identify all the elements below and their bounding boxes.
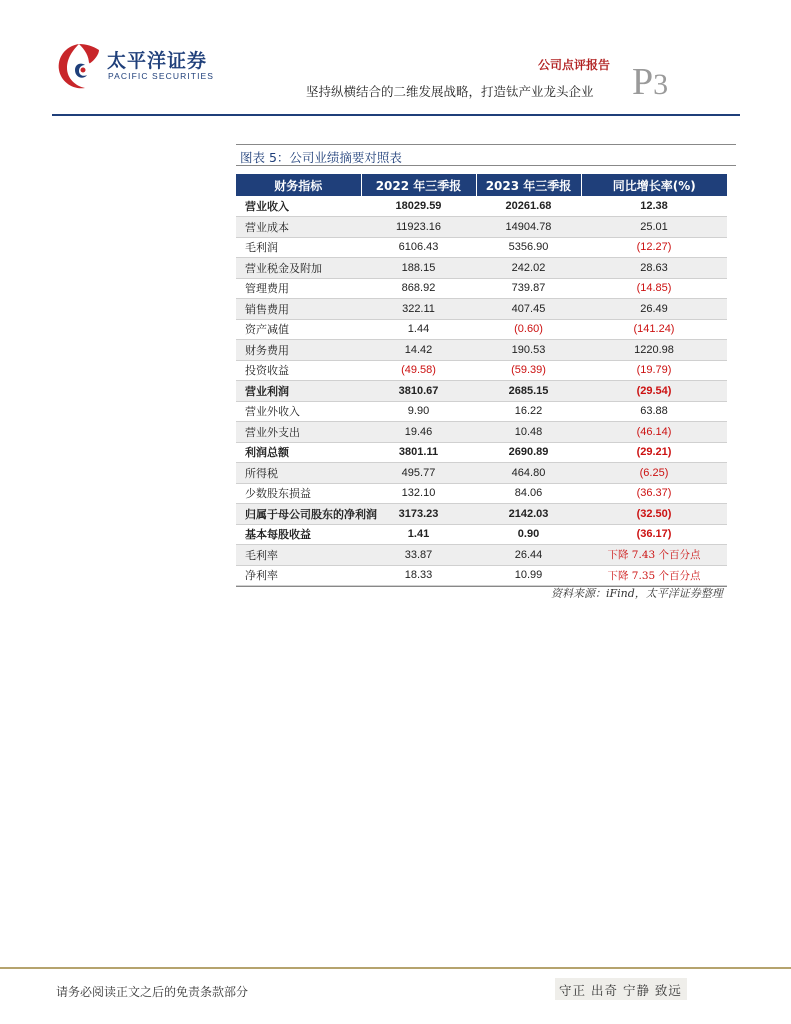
table-row bbox=[236, 442, 727, 463]
column-header: 同比增长率(%) bbox=[581, 174, 727, 196]
value-yoy: (46.14) bbox=[581, 422, 727, 443]
page-letter: P bbox=[632, 61, 654, 103]
value-yoy: (32.50) bbox=[581, 504, 727, 525]
table-row bbox=[236, 401, 727, 422]
table-row bbox=[236, 463, 727, 484]
value-2023: 10.99 bbox=[476, 565, 581, 586]
table-row bbox=[236, 381, 727, 402]
value-2022: 9.90 bbox=[361, 401, 476, 422]
table-row bbox=[236, 196, 727, 217]
value-2022: 1.44 bbox=[361, 319, 476, 340]
row-label: 营业利润 bbox=[236, 381, 361, 402]
table-row bbox=[236, 237, 727, 258]
value-2022: 188.15 bbox=[361, 258, 476, 279]
source-note: 资料来源：iFind，太平洋证券整理 bbox=[551, 587, 723, 600]
value-2023: 84.06 bbox=[476, 483, 581, 504]
value-yoy: (12.27) bbox=[581, 237, 727, 258]
value-2022: 14.42 bbox=[361, 340, 476, 361]
value-2022: 495.77 bbox=[361, 463, 476, 484]
page-digit: 3 bbox=[653, 68, 669, 101]
table-row bbox=[236, 360, 727, 381]
table-row bbox=[236, 524, 727, 545]
value-yoy: 下降 7.35 个百分点 bbox=[581, 565, 727, 586]
value-yoy: (141.24) bbox=[581, 319, 727, 340]
table-row bbox=[236, 565, 727, 586]
value-yoy: (19.79) bbox=[581, 360, 727, 381]
row-label: 营业税金及附加 bbox=[236, 258, 361, 279]
value-yoy: 28.63 bbox=[581, 258, 727, 279]
value-2023: 5356.90 bbox=[476, 237, 581, 258]
column-header: 财务指标 bbox=[236, 174, 361, 196]
row-label: 净利率 bbox=[236, 565, 361, 586]
value-yoy: (29.54) bbox=[581, 381, 727, 402]
value-2023: 0.90 bbox=[476, 524, 581, 545]
value-2022: 132.10 bbox=[361, 483, 476, 504]
value-2022: 11923.16 bbox=[361, 217, 476, 238]
value-2023: 190.53 bbox=[476, 340, 581, 361]
table-row bbox=[236, 319, 727, 340]
value-yoy: (6.25) bbox=[581, 463, 727, 484]
table-row bbox=[236, 483, 727, 504]
value-2022: 6106.43 bbox=[361, 237, 476, 258]
column-header: 2023 年三季报 bbox=[476, 174, 581, 196]
value-2022: 1.41 bbox=[361, 524, 476, 545]
value-yoy: 1220.98 bbox=[581, 340, 727, 361]
value-2022: 19.46 bbox=[361, 422, 476, 443]
value-2023: 14904.78 bbox=[476, 217, 581, 238]
figure-5 bbox=[236, 144, 736, 166]
value-2023: 2685.15 bbox=[476, 381, 581, 402]
table-row bbox=[236, 217, 727, 238]
table-row bbox=[236, 422, 727, 443]
row-label: 少数股东损益 bbox=[236, 483, 361, 504]
value-yoy: (29.21) bbox=[581, 442, 727, 463]
table-header-row bbox=[236, 174, 727, 196]
table-row bbox=[236, 258, 727, 279]
row-label: 营业外收入 bbox=[236, 401, 361, 422]
footer-divider bbox=[0, 967, 791, 969]
value-yoy: (14.85) bbox=[581, 278, 727, 299]
value-yoy: 12.38 bbox=[581, 196, 727, 217]
value-2023: (0.60) bbox=[476, 319, 581, 340]
table-row bbox=[236, 340, 727, 361]
value-yoy: (36.17) bbox=[581, 524, 727, 545]
row-label: 营业成本 bbox=[236, 217, 361, 238]
row-label: 基本每股收益 bbox=[236, 524, 361, 545]
value-yoy: 25.01 bbox=[581, 217, 727, 238]
row-label: 营业收入 bbox=[236, 196, 361, 217]
value-2022: 3173.23 bbox=[361, 504, 476, 525]
row-label: 所得税 bbox=[236, 463, 361, 484]
logo-chinese-name: 太平洋证券 bbox=[107, 50, 208, 72]
value-2023: 16.22 bbox=[476, 401, 581, 422]
row-label: 管理费用 bbox=[236, 278, 361, 299]
column-header: 2022 年三季报 bbox=[361, 174, 476, 196]
row-label: 毛利润 bbox=[236, 237, 361, 258]
value-2023: 10.48 bbox=[476, 422, 581, 443]
value-2023: 242.02 bbox=[476, 258, 581, 279]
page-number bbox=[632, 60, 668, 104]
value-2023: 407.45 bbox=[476, 299, 581, 320]
pacific-securities-logo-icon bbox=[55, 40, 103, 92]
value-yoy: 下降 7.43 个百分点 bbox=[581, 545, 727, 566]
value-2023: 26.44 bbox=[476, 545, 581, 566]
table-row bbox=[236, 504, 727, 525]
row-label: 营业外支出 bbox=[236, 422, 361, 443]
report-type: 公司点评报告 bbox=[538, 58, 611, 72]
value-2023: 464.80 bbox=[476, 463, 581, 484]
row-label: 销售费用 bbox=[236, 299, 361, 320]
row-label: 毛利率 bbox=[236, 545, 361, 566]
value-2022: 18029.59 bbox=[361, 196, 476, 217]
value-yoy: (36.37) bbox=[581, 483, 727, 504]
footer-disclaimer: 请务必阅读正文之后的免责条款部分 bbox=[56, 985, 249, 999]
logo-english-name: PACIFIC SECURITIES bbox=[108, 71, 215, 81]
value-2023: 20261.68 bbox=[476, 196, 581, 217]
value-2023: (59.39) bbox=[476, 360, 581, 381]
report-subtitle: 坚持纵横结合的二维发展战略，打造钛产业龙头企业 bbox=[306, 84, 594, 99]
value-2023: 739.87 bbox=[476, 278, 581, 299]
company-logo bbox=[55, 40, 225, 92]
table-row bbox=[236, 299, 727, 320]
figure-title: 图表 5：公司业绩摘要对照表 bbox=[240, 150, 402, 165]
value-2023: 2690.89 bbox=[476, 442, 581, 463]
value-2022: 18.33 bbox=[361, 565, 476, 586]
table-body bbox=[236, 196, 727, 586]
footer-motto: 守正 出奇 宁静 致远 bbox=[555, 978, 687, 1000]
value-2022: 322.11 bbox=[361, 299, 476, 320]
value-2022: 3801.11 bbox=[361, 442, 476, 463]
header-divider bbox=[52, 114, 740, 116]
value-2022: (49.58) bbox=[361, 360, 476, 381]
row-label: 投资收益 bbox=[236, 360, 361, 381]
row-label: 归属于母公司股东的净利润 bbox=[236, 504, 361, 525]
row-label: 财务费用 bbox=[236, 340, 361, 361]
value-yoy: 26.49 bbox=[581, 299, 727, 320]
financial-summary-table bbox=[236, 174, 727, 586]
value-2022: 868.92 bbox=[361, 278, 476, 299]
figure-title-bar bbox=[236, 144, 736, 166]
row-label: 资产减值 bbox=[236, 319, 361, 340]
table-row bbox=[236, 278, 727, 299]
row-label: 利润总额 bbox=[236, 442, 361, 463]
value-2022: 33.87 bbox=[361, 545, 476, 566]
value-2023: 2142.03 bbox=[476, 504, 581, 525]
value-2022: 3810.67 bbox=[361, 381, 476, 402]
value-yoy: 63.88 bbox=[581, 401, 727, 422]
table-row bbox=[236, 545, 727, 566]
